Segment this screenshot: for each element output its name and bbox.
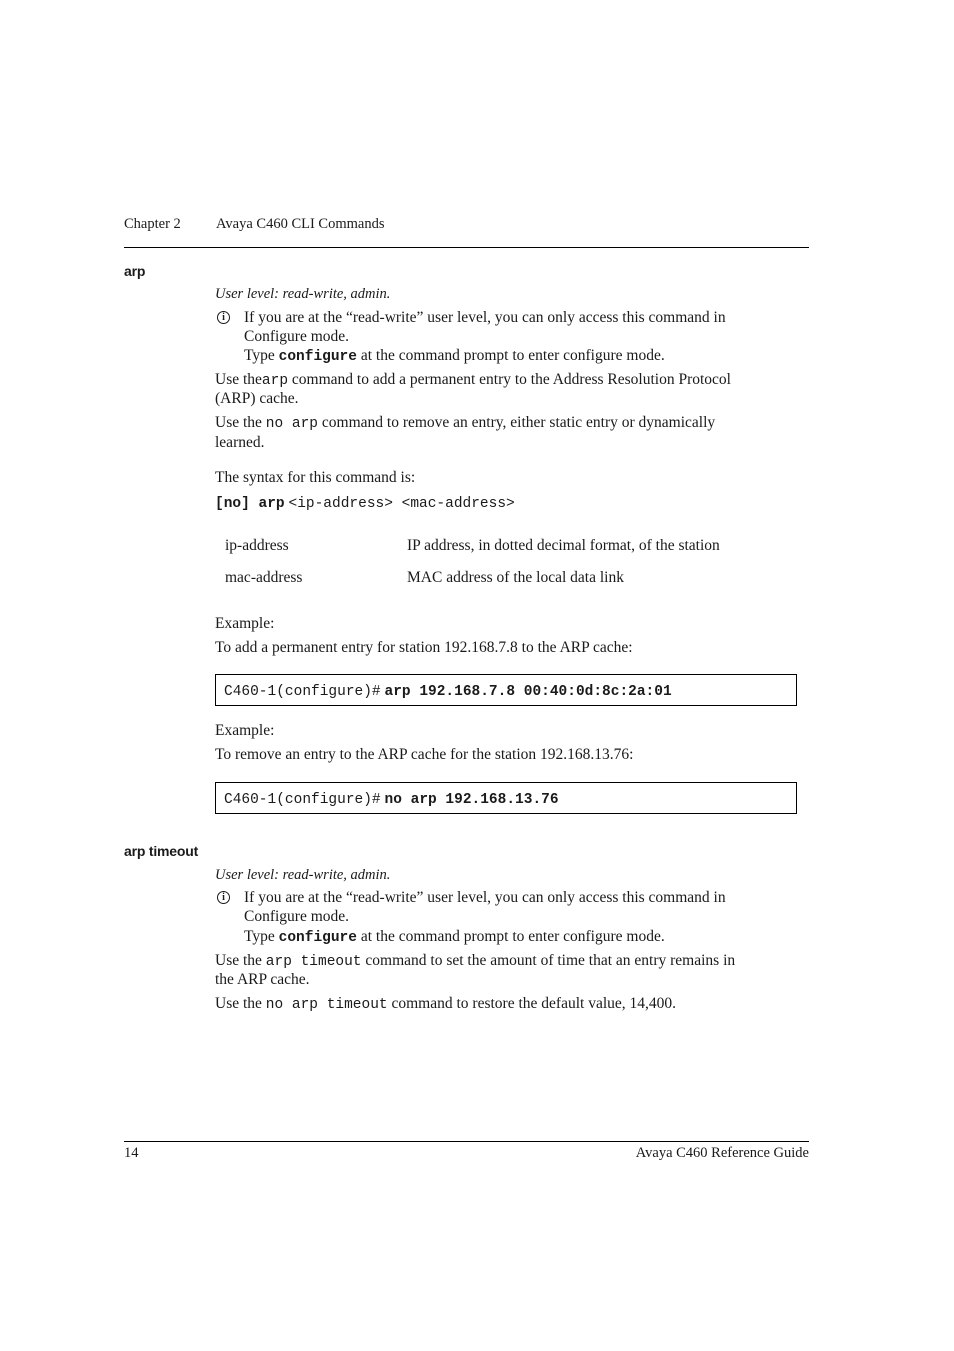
syntax-args: <ip-address> <mac-address> — [288, 496, 515, 512]
header-chapter: Chapter 2 — [124, 216, 181, 232]
paragraph-use-arp-timeout-cont: the ARP cache. — [215, 971, 310, 988]
example-label: Example: — [215, 722, 275, 739]
code-example-box — [215, 674, 797, 706]
syntax-intro: The syntax for this command is: — [215, 469, 416, 486]
note-line-1: If you are at the “read-write” user level, you can only access this command in — [244, 309, 726, 326]
header-rule — [124, 247, 809, 248]
info-icon: i — [217, 311, 230, 324]
code-prompt: C460-1(configure)# — [224, 684, 381, 700]
code-example-box — [215, 782, 797, 814]
user-level: User level: read-write, admin. — [215, 867, 391, 883]
paragraph-use-no-arp: Use the no arp command to remove an entry, either static entry or dynamically — [215, 414, 716, 432]
syntax-line — [215, 493, 515, 514]
inline-code: arp timeout — [265, 954, 362, 970]
code-command: arp 192.168.7.8 00:40:0d:8c:2a:01 — [384, 684, 672, 700]
footer-guide-title: Avaya C460 Reference Guide — [635, 1145, 809, 1161]
note-line-2: Configure mode. — [244, 328, 350, 345]
paragraph-use-no-arp-cont: learned. — [215, 434, 265, 451]
note-line-3: Type configure at the command prompt to enter configure mode. — [244, 347, 665, 365]
footer-rule — [124, 1141, 809, 1142]
param-name: mac-address — [225, 569, 303, 586]
inline-code: no arp — [265, 416, 319, 432]
configure-keyword: configure — [278, 930, 357, 946]
section-heading-arp-timeout: arp timeout — [124, 843, 199, 859]
paragraph-use-arp-timeout: Use the arp timeout command to set the amount of time that an entry remains in — [215, 952, 736, 970]
param-desc: MAC address of the local data link — [407, 569, 624, 586]
user-level: User level: read-write, admin. — [215, 286, 391, 302]
inline-code: no arp timeout — [265, 997, 388, 1013]
section-heading-arp: arp — [124, 263, 146, 279]
note-line-2: Configure mode. — [244, 908, 350, 925]
info-icon: i — [217, 891, 230, 904]
syntax-keyword: [no] arp — [215, 496, 285, 512]
code-command: no arp 192.168.13.76 — [384, 792, 559, 808]
code-prompt: C460-1(configure)# — [224, 792, 381, 808]
param-name: ip-address — [225, 537, 289, 554]
example-description: To add a permanent entry for station 192.168.7.8 to the ARP cache: — [215, 639, 633, 656]
page-number: 14 — [124, 1145, 139, 1161]
paragraph-use-arp: Use thearp command to add a permanent entry to the Address Resolution Protocol — [215, 371, 731, 389]
note-line-3: Type configure at the command prompt to enter configure mode. — [244, 928, 665, 946]
paragraph-use-arp-cont: (ARP) cache. — [215, 390, 299, 407]
example-description: To remove an entry to the ARP cache for the station 192.168.13.76: — [215, 746, 634, 763]
param-desc: IP address, in dotted decimal format, of the station — [407, 537, 720, 554]
paragraph-use-no-arp-timeout: Use the no arp timeout command to restore the default value, 14,400. — [215, 995, 677, 1013]
header-title: Avaya C460 CLI Commands — [216, 216, 385, 232]
note-line-1: If you are at the “read-write” user level, you can only access this command in — [244, 889, 726, 906]
inline-code: arp — [261, 373, 289, 389]
configure-keyword: configure — [278, 349, 357, 365]
example-label: Example: — [215, 615, 275, 632]
